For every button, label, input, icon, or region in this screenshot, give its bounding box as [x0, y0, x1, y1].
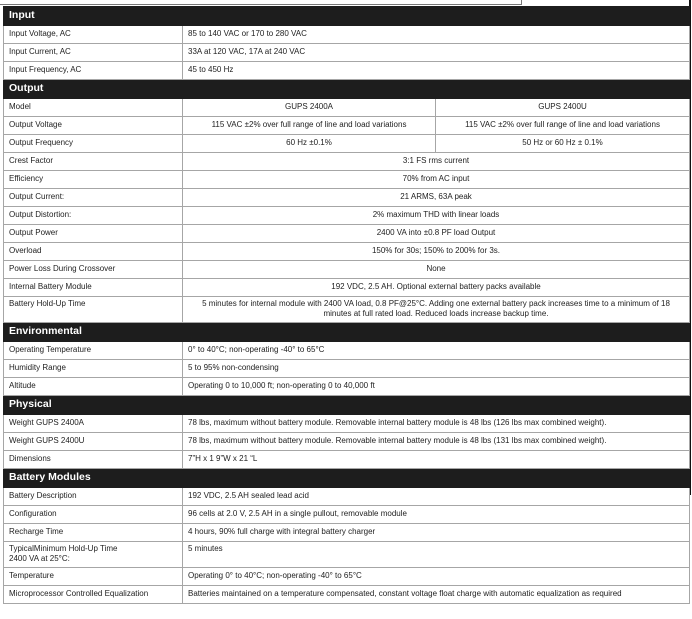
- model-u-value: 115 VAC ±2% over full range of line and load variations: [436, 117, 690, 135]
- spec-row-output-distortion: [4, 207, 690, 225]
- spec-row-output-power: [4, 225, 690, 243]
- spec-label: Input Current, AC: [4, 44, 183, 62]
- spec-table: [3, 6, 690, 604]
- spec-value: 5 to 95% non-condensing: [183, 360, 690, 378]
- spec-value: 78 lbs, maximum without battery module. Removable internal battery module is 48 lbs (126 lbs max combined weight).: [183, 415, 690, 433]
- spec-value: 70% from AC input: [183, 171, 690, 189]
- spec-label: Crest Factor: [4, 153, 183, 171]
- spec-label: Output Current:: [4, 189, 183, 207]
- spec-value: None: [183, 261, 690, 279]
- spec-value: 2400 VA into ±0.8 PF load Output: [183, 225, 690, 243]
- spec-row-battery-holdup: [4, 297, 690, 323]
- spec-value: 4 hours, 90% full charge with integral battery charger: [183, 524, 690, 542]
- spec-row-minimum-holdup: [4, 542, 690, 568]
- section-header-output: [4, 80, 690, 99]
- model-a-value: GUPS 2400A: [183, 99, 436, 117]
- spec-row-output-voltage: [4, 117, 690, 135]
- spec-row-model: [4, 99, 690, 117]
- spec-label: Internal Battery Module: [4, 279, 183, 297]
- model-a-value: 115 VAC ±2% over full range of line and load variations: [183, 117, 436, 135]
- section-title: Physical: [4, 396, 690, 415]
- spec-row-output-frequency: [4, 135, 690, 153]
- spec-value: Operating 0° to 40°C; non-operating -40° to 65°C: [183, 568, 690, 586]
- section-header-input: [4, 7, 690, 26]
- spec-label: Model: [4, 99, 183, 117]
- spec-label: Battery Description: [4, 488, 183, 506]
- spec-value: 5 minutes for internal module with 2400 VA load, 0.8 PF@25°C. Adding one external battery pack increases time to a minimum of 18 minutes at full rated load. Reduced loads increase backup time.: [183, 297, 690, 323]
- spec-row-efficiency: [4, 171, 690, 189]
- spec-row-input-frequency: [4, 62, 690, 80]
- spec-label: [4, 542, 183, 568]
- section-header-battery-modules: [4, 469, 690, 488]
- spec-row-overload: [4, 243, 690, 261]
- spec-label: Weight GUPS 2400U: [4, 433, 183, 451]
- spec-label: Overload: [4, 243, 183, 261]
- spec-value: 85 to 140 VAC or 170 to 280 VAC: [183, 26, 690, 44]
- section-title: Environmental: [4, 323, 690, 342]
- spec-value: 45 to 450 Hz: [183, 62, 690, 80]
- spec-row-internal-battery: [4, 279, 690, 297]
- spec-label: Operating Temperature: [4, 342, 183, 360]
- spec-label: Output Power: [4, 225, 183, 243]
- spec-row-operating-temperature: [4, 342, 690, 360]
- spec-label: Weight GUPS 2400A: [4, 415, 183, 433]
- model-u-value: GUPS 2400U: [436, 99, 690, 117]
- spec-value: 3:1 FS rms current: [183, 153, 690, 171]
- spec-value: 150% for 30s; 150% to 200% for 3s.: [183, 243, 690, 261]
- spec-row-humidity: [4, 360, 690, 378]
- top-rule: [0, 0, 521, 5]
- spec-label: Microprocessor Controlled Equalization: [4, 586, 183, 604]
- spec-row-dimensions: [4, 451, 690, 469]
- spec-label: Temperature: [4, 568, 183, 586]
- spec-label: Humidity Range: [4, 360, 183, 378]
- spec-label: Battery Hold-Up Time: [4, 297, 183, 323]
- section-header-physical: [4, 396, 690, 415]
- spec-label: Configuration: [4, 506, 183, 524]
- spec-value: 7”H x 1 9”W x 21 “L: [183, 451, 690, 469]
- spec-value: 96 cells at 2.0 V, 2.5 AH in a single pullout, removable module: [183, 506, 690, 524]
- section-header-environmental: [4, 323, 690, 342]
- spec-label: Output Distortion:: [4, 207, 183, 225]
- spec-label: Input Frequency, AC: [4, 62, 183, 80]
- spec-row-output-current: [4, 189, 690, 207]
- label-line: TypicalMinimum Hold-Up Time: [9, 544, 118, 553]
- spec-value: 33A at 120 VAC, 17A at 240 VAC: [183, 44, 690, 62]
- spec-value: 21 ARMS, 63A peak: [183, 189, 690, 207]
- spec-label: Power Loss During Crossover: [4, 261, 183, 279]
- spec-value: 5 minutes: [183, 542, 690, 568]
- section-title: Battery Modules: [4, 469, 690, 488]
- spec-value: 192 VDC, 2.5 AH. Optional external battery packs available: [183, 279, 690, 297]
- spec-label: Output Voltage: [4, 117, 183, 135]
- spec-label: Dimensions: [4, 451, 183, 469]
- model-a-value: 60 Hz ±0.1%: [183, 135, 436, 153]
- spec-row-battery-description: [4, 488, 690, 506]
- spec-label: Efficiency: [4, 171, 183, 189]
- spec-row-battery-temperature: [4, 568, 690, 586]
- spec-row-weight-2400a: [4, 415, 690, 433]
- spec-value: 78 lbs, maximum without battery module. Removable internal battery module is 48 lbs (131 lbs max combined weight).: [183, 433, 690, 451]
- label-line: 2400 VA at 25°C:: [9, 554, 70, 563]
- spec-value: 192 VDC, 2.5 AH sealed lead acid: [183, 488, 690, 506]
- spec-row-crest-factor: [4, 153, 690, 171]
- spec-value: 2% maximum THD with linear loads: [183, 207, 690, 225]
- spec-value: Operating 0 to 10,000 ft; non-operating 0 to 40,000 ft: [183, 378, 690, 396]
- spec-row-recharge-time: [4, 524, 690, 542]
- spec-row-weight-2400u: [4, 433, 690, 451]
- model-u-value: 50 Hz or 60 Hz ± 0.1%: [436, 135, 690, 153]
- spec-row-altitude: [4, 378, 690, 396]
- section-title: Output: [4, 80, 690, 99]
- spec-row-configuration: [4, 506, 690, 524]
- spec-value: 0° to 40°C; non-operating -40° to 65°C: [183, 342, 690, 360]
- spec-label: Altitude: [4, 378, 183, 396]
- spec-label: Input Voltage, AC: [4, 26, 183, 44]
- spec-row-input-current: [4, 44, 690, 62]
- section-title: Input: [4, 7, 690, 26]
- spec-row-equalization: [4, 586, 690, 604]
- spec-label: Recharge Time: [4, 524, 183, 542]
- spec-row-input-voltage: [4, 26, 690, 44]
- spec-row-power-loss: [4, 261, 690, 279]
- spec-label: Output Frequency: [4, 135, 183, 153]
- spec-value: Batteries maintained on a temperature compensated, constant voltage float charge with automatic equalization as required: [183, 586, 690, 604]
